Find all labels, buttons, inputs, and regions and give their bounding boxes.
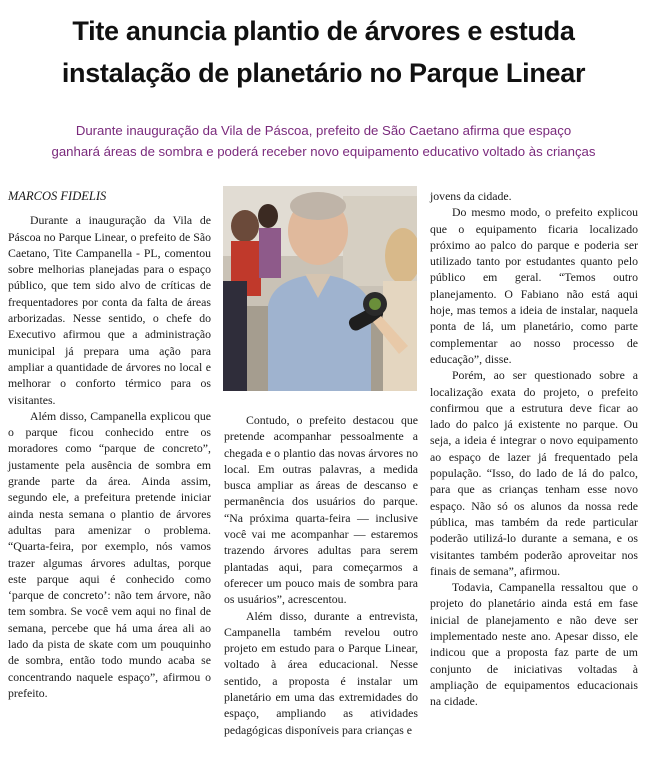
byline: MARCOS FIDELIS xyxy=(8,189,107,203)
article-photo xyxy=(223,186,417,391)
article-column-1 xyxy=(8,188,211,701)
article-column-2 xyxy=(224,412,418,738)
subhead-line-2: ganhará áreas de sombra e poderá receber novo equipamento educativo voltado às crianças xyxy=(51,144,596,159)
article-column-3 xyxy=(430,188,638,710)
paragraph: jovens da cidade. xyxy=(430,189,512,203)
subhead-line-1: Durante inauguração da Vila de Páscoa, prefeito de São Caetano afirma que espaço xyxy=(75,123,572,138)
subheadline xyxy=(0,120,647,162)
headline xyxy=(0,10,647,94)
paragraph: Contudo, o prefeito destacou que pretende acompanhar pessoalmente a chegada e o plantio das novas árvores no local. Em outras palavras, a medida busca ampliar as áreas de descanso e permanência dos usuários do parque. “Na próxima quarta-feira — inclusive você vai me acompanhar — estaremos trazendo árvores adultas para serem plantadas aqui, para começarmos a oferecer um pouco mais de sombra para os usuários”, acrescentou. xyxy=(224,413,418,607)
headline-line-2: instalação de planetário no Parque Linear xyxy=(61,58,586,88)
paragraph: Além disso, durante a entrevista, Campanella também revelou outro projeto em estudo para o Parque Linear, voltado à área educacional. Nesse sentido, a proposta é instalar um planetário em uma das extremidades do espaço, ampliando as atividades pedagógicas disponíveis para crianças e xyxy=(224,608,418,737)
paragraph: Além disso, Campanella explicou que o parque ficou conhecido entre os moradores como “parque de concreto”, justamente pela ausência de sombra em grande parte da área. Ainda assim, segundo ele, a prefeitura pretende iniciar ainda nesta semana o plantio de árvores adultas para amenizar o problema. “Quarta-feira, por exemplo, nós vamos trazer algumas árvores adultas, porque este parque aqui é conhecido como ‘parque de concreto’: não tem árvore, não tem sombra. Se você vem aqui no final de semana, percebe que há uma área ali ao lado da pista de skate com um pouquinho de sombra, então todo mundo acaba se concentrando naquele espaço”, afirmou o prefeito. xyxy=(8,408,211,700)
paragraph: Todavia, Campanella ressaltou que o projeto do planetário ainda está em fase inicial de planejamento e não deve ser implementado neste ano. Apesar disso, ele indicou que a proposta faz parte de um conjunto de iniciativas voltadas à ampliação de equipamentos educacionais na cidade. xyxy=(430,580,638,709)
paragraph: Do mesmo modo, o prefeito explicou que o equipamento ficaria localizado próximo ao palco do parque e poderia ser utilizado tanto por estudantes quanto pelo público em geral. “Temos outro planejamento. O Fabiano não está aqui hoje, mas temos a ideia de instalar, naquela ponta de lá, um planetário, como parte complementar ao nosso processo de educação”, disse. xyxy=(430,205,638,366)
headline-line-1: Tite anuncia plantio de árvores e estuda xyxy=(72,16,575,46)
paragraph: Durante a inauguração da Vila de Páscoa no Parque Linear, o prefeito de São Caetano, Tite Campanella - PL, comentou sobre melhorias planejadas para o espaço público, que tem sido alvo de críticas de frequentadores por conta da falta de áreas arborizadas. Nesse sentido, o chefe do Executivo afirmou que a administração municipal já prepara uma ação para ampliar a quantidade de árvores no local e melhorar o conforto térmico para os visitantes. xyxy=(8,213,211,407)
paragraph: Porém, ao ser questionado sobre a localização exata do projeto, o prefeito confirmou que a estrutura deve ficar ao lado do palco já existente no parque. Ou seja, a ideia é integrar o novo equipamento ao espaço de lazer já frequentado pela população. “Isso, do lado de lá do palco, para que as crianças tenham esse novo espaço. Não só os alunos da nossa rede pública, mas também da rede particular poderão utilizá-lo durante a semana, e os visitantes também poderão aproveitar nos finais de semana”, afirmou. xyxy=(430,368,638,578)
